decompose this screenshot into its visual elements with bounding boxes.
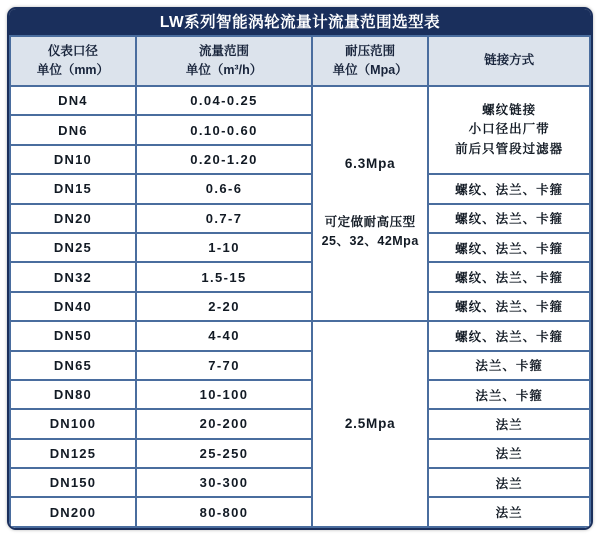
table-row bbox=[10, 86, 590, 115]
column-header-flow-line1: 流量范围 bbox=[199, 43, 250, 58]
flow-cell: 0.04-0.25 bbox=[136, 86, 312, 115]
table-row bbox=[10, 233, 590, 262]
flow-cell: 4-40 bbox=[136, 321, 312, 350]
flow-cell: 0.7-7 bbox=[136, 204, 312, 233]
column-header-connection: 链接方式 bbox=[428, 36, 590, 86]
flow-cell: 1.5-15 bbox=[136, 262, 312, 291]
table-row bbox=[10, 497, 590, 526]
flow-cell: 1-10 bbox=[136, 233, 312, 262]
header-row bbox=[10, 36, 590, 86]
table-row bbox=[10, 174, 590, 203]
column-header-flow-line2: 单位（m³/h） bbox=[185, 63, 263, 77]
flow-cell: 0.20-1.20 bbox=[136, 145, 312, 174]
pressure-high-value: 6.3Mpa bbox=[344, 156, 396, 172]
pressure-cell-low: 2.5Mpa bbox=[312, 321, 428, 527]
flow-cell: 0.10-0.60 bbox=[136, 115, 312, 144]
table-row bbox=[10, 409, 590, 438]
size-cell: DN150 bbox=[10, 468, 136, 497]
connection-cell-small-bore bbox=[428, 86, 590, 174]
size-cell: DN100 bbox=[10, 409, 136, 438]
pressure-cell-high bbox=[312, 86, 428, 321]
table-row bbox=[10, 321, 590, 350]
connection-cell: 法兰 bbox=[428, 468, 590, 497]
size-cell: DN50 bbox=[10, 321, 136, 350]
column-header-pressure-line2: 单位（Mpa） bbox=[332, 63, 408, 77]
spec-table bbox=[9, 35, 591, 528]
size-cell: DN15 bbox=[10, 174, 136, 203]
connection-cell: 法兰 bbox=[428, 497, 590, 526]
connection-cell: 法兰、卡箍 bbox=[428, 380, 590, 409]
column-header-diameter-line2: 单位（mm） bbox=[36, 63, 110, 77]
table-row bbox=[10, 292, 590, 321]
connection-small-line3: 前后只管段过滤器 bbox=[455, 141, 564, 156]
table-row bbox=[10, 380, 590, 409]
spec-table-card bbox=[7, 7, 593, 530]
flow-cell: 10-100 bbox=[136, 380, 312, 409]
pressure-high-note-line1: 可定做耐高压型 bbox=[324, 215, 416, 230]
table-title: LW系列智能涡轮流量计流量范围选型表 bbox=[9, 9, 591, 35]
connection-cell: 法兰 bbox=[428, 409, 590, 438]
column-header-flow bbox=[136, 36, 312, 86]
column-header-diameter-line1: 仪表口径 bbox=[47, 43, 98, 58]
connection-cell: 螺纹、法兰、卡箍 bbox=[428, 233, 590, 262]
size-cell: DN4 bbox=[10, 86, 136, 115]
size-cell: DN40 bbox=[10, 292, 136, 321]
connection-cell: 螺纹、法兰、卡箍 bbox=[428, 321, 590, 350]
connection-small-line1: 螺纹链接 bbox=[482, 103, 537, 118]
column-header-diameter bbox=[10, 36, 136, 86]
connection-cell: 螺纹、法兰、卡箍 bbox=[428, 204, 590, 233]
table-row bbox=[10, 204, 590, 233]
flow-cell: 80-800 bbox=[136, 497, 312, 526]
pressure-high-note-line2: 25、32、42Mpa bbox=[321, 234, 419, 249]
connection-cell: 法兰、卡箍 bbox=[428, 351, 590, 380]
flow-cell: 25-250 bbox=[136, 439, 312, 468]
table-row bbox=[10, 468, 590, 497]
size-cell: DN32 bbox=[10, 262, 136, 291]
size-cell: DN65 bbox=[10, 351, 136, 380]
flow-cell: 0.6-6 bbox=[136, 174, 312, 203]
flow-cell: 7-70 bbox=[136, 351, 312, 380]
connection-cell: 法兰 bbox=[428, 439, 590, 468]
table-row bbox=[10, 262, 590, 291]
size-cell: DN10 bbox=[10, 145, 136, 174]
table-row bbox=[10, 351, 590, 380]
flow-cell: 2-20 bbox=[136, 292, 312, 321]
connection-cell: 螺纹、法兰、卡箍 bbox=[428, 292, 590, 321]
pressure-high-note bbox=[313, 213, 427, 251]
flow-cell: 30-300 bbox=[136, 468, 312, 497]
column-header-pressure-line1: 耐压范围 bbox=[345, 43, 396, 58]
column-header-pressure bbox=[312, 36, 428, 86]
connection-cell: 螺纹、法兰、卡箍 bbox=[428, 174, 590, 203]
size-cell: DN125 bbox=[10, 439, 136, 468]
size-cell: DN25 bbox=[10, 233, 136, 262]
connection-cell: 螺纹、法兰、卡箍 bbox=[428, 262, 590, 291]
size-cell: DN200 bbox=[10, 497, 136, 526]
table-row bbox=[10, 439, 590, 468]
size-cell: DN20 bbox=[10, 204, 136, 233]
size-cell: DN6 bbox=[10, 115, 136, 144]
size-cell: DN80 bbox=[10, 380, 136, 409]
connection-small-line2: 小口径出厂带 bbox=[468, 122, 550, 137]
flow-cell: 20-200 bbox=[136, 409, 312, 438]
